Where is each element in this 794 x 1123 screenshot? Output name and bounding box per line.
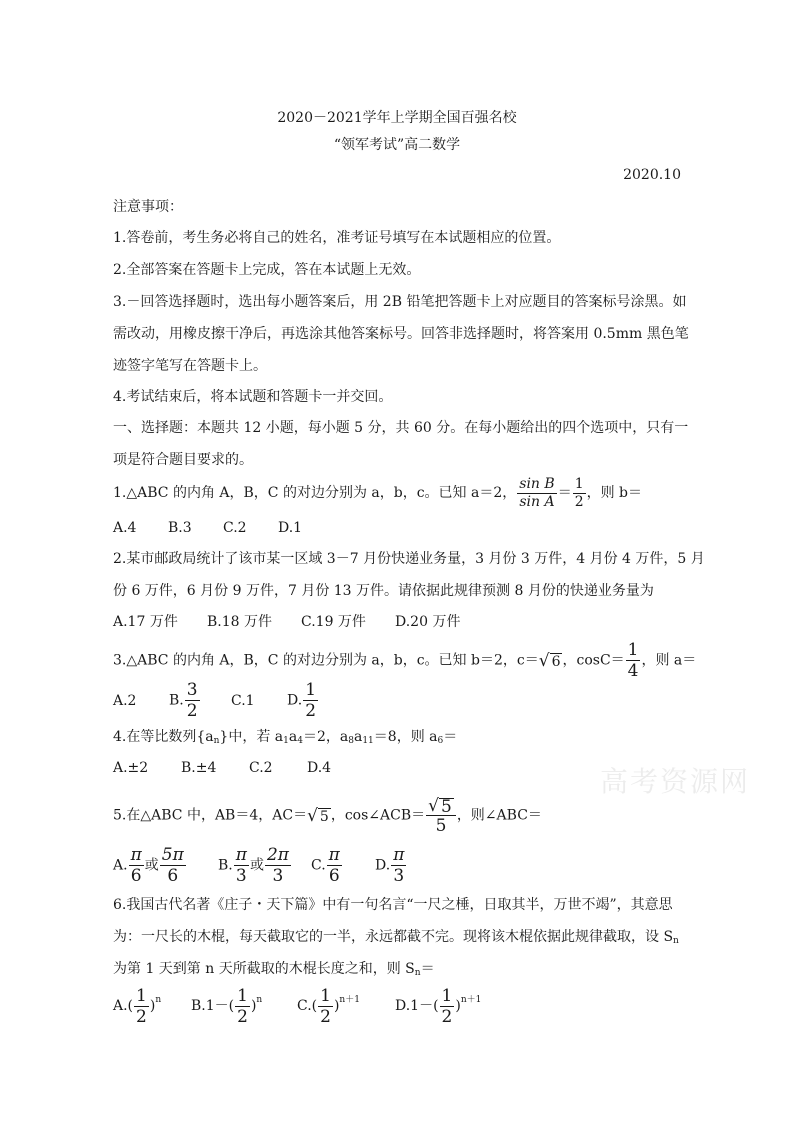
q5-frac-sqrt xyxy=(428,797,454,815)
q3-text-mid: ，cosC＝ xyxy=(562,652,625,669)
q3-frac-den: 4 xyxy=(627,661,639,681)
q5-num: π xyxy=(328,845,340,865)
q5-num: π xyxy=(130,845,142,865)
q6-paren: D.1－( xyxy=(395,998,439,1014)
q4-option-d: D.4 xyxy=(307,760,332,776)
q3-option-b-num: 3 xyxy=(186,680,198,700)
q6-paren: C.( xyxy=(297,998,318,1014)
q5-option-b xyxy=(218,845,311,886)
q5-text-end: ，则∠ABC＝ xyxy=(456,807,542,824)
q5-num: 2π xyxy=(266,845,289,865)
q6-paren: ) xyxy=(250,998,257,1014)
q5-fraction xyxy=(426,795,456,836)
question-4-options xyxy=(113,758,331,778)
q3-option-b-label: B. xyxy=(169,692,184,709)
q3-option-d-label: D. xyxy=(287,692,303,709)
q1-fraction-sin xyxy=(517,476,556,511)
question-2-line2: 份 6 万件，6 月份 9 万件，7 月份 13 万件。请依据此规律预测 8 月份的快递业务量为 xyxy=(113,583,654,599)
radical-sign-icon: √ xyxy=(307,805,318,826)
question-6-options xyxy=(113,980,481,1027)
q5-frac-num xyxy=(426,795,456,816)
q3-option-d-den: 2 xyxy=(305,701,317,721)
q1-option-c: C.2 xyxy=(223,520,247,536)
question-3-stem xyxy=(113,640,696,681)
note-item: 3.－回答选择题时，选出每小题答案后，用 2B 铅笔把答题卡上对应题目的答案标号涂黑。如 xyxy=(113,294,687,310)
q4-text: a xyxy=(353,729,363,745)
q6-option-b xyxy=(191,980,297,1027)
q1-fraction-half xyxy=(573,476,586,511)
q4-text: 4.在等比数列{a xyxy=(113,729,214,745)
q5-frac-den: 5 xyxy=(435,816,447,836)
q4-sub: 1 xyxy=(283,736,289,746)
q5-or: 或 xyxy=(249,857,264,874)
q3-sqrt xyxy=(539,652,563,670)
note-item: 迹签字笔写在答题卡上。 xyxy=(113,358,267,374)
q3-text: 3.△ABC 的内角 A，B，C 的对边分别为 a，b，c。已知 b＝2，c＝ xyxy=(113,652,539,669)
q6-den: 2 xyxy=(237,1006,248,1027)
q5-den: 3 xyxy=(393,866,405,886)
q5-den: 3 xyxy=(235,866,247,886)
question-1-options xyxy=(113,518,302,538)
q6-exp: n＋1 xyxy=(460,995,482,1005)
q5-text-mid: ，cos∠ACB＝ xyxy=(330,807,426,824)
q3-fraction xyxy=(626,640,641,681)
q1-text: 1.△ABC 的内角 A，B，C 的对边分别为 a，b，c。已知 a＝2， xyxy=(113,485,517,501)
q6-text: 为第 1 天到第 n 天所截取的木棍长度之和，则 S xyxy=(113,961,415,977)
section-heading: 一、选择题：本题共 12 小题，每小题 5 分，共 60 分。在每小题给出的四个选项中，只有一 xyxy=(113,420,689,436)
q6-num: 1 xyxy=(441,985,453,1006)
question-1-stem xyxy=(113,473,642,513)
section-heading-cont: 项是符合题目要求的。 xyxy=(113,452,253,468)
q6-num: 1 xyxy=(320,985,331,1006)
q5-frac-radicand: 5 xyxy=(440,796,452,817)
q6-frac xyxy=(235,986,250,1027)
question-2-line1: 2.某市邮政局统计了该市某一区域 3－7 月份快递业务量，3 月份 3 万件，4 月份 4 万件，5 月 xyxy=(113,551,705,567)
q5-option-c xyxy=(311,845,375,886)
q6-frac xyxy=(318,986,333,1027)
question-6-line1: 6.我国古代名著《庄子・天下篇》中有一句名言“一尺之棰，日取其半，万世不竭”，其意思 xyxy=(113,897,673,913)
note-item: 4.考试结束后，将本试题和答题卡一并交回。 xyxy=(113,389,393,405)
q4-sub: n xyxy=(213,736,220,746)
q3-option-b xyxy=(169,680,231,721)
q4-text: a xyxy=(288,729,298,745)
q2-option-d: D.20 万件 xyxy=(395,614,461,630)
q3-radicand: 6 xyxy=(551,653,561,670)
q6-option-a xyxy=(113,980,191,1027)
q6-frac xyxy=(134,986,149,1027)
q5-option-label: B. xyxy=(218,857,233,874)
q1-option-a: A.4 xyxy=(113,520,137,536)
q6-text: ＝ xyxy=(420,961,435,977)
radical-sign-icon: √ xyxy=(428,795,439,816)
q5-frac xyxy=(129,845,144,886)
q3-option-d-fraction xyxy=(303,680,318,721)
watermark-logo: 高考资源网 xyxy=(600,765,751,798)
q3-option-c: C.1 xyxy=(231,692,255,709)
q6-text: 为：一尺长的木棍，每天截取它的一半，永远都截不完。现将该木棍依据此规律截取，设 S xyxy=(113,929,674,945)
q1-option-b: B.3 xyxy=(168,520,192,536)
q4-sub: 11 xyxy=(362,736,374,746)
q5-sqrt xyxy=(307,807,331,825)
q1-frac2-num: 1 xyxy=(574,475,584,492)
q5-text: 5.在△ABC 中，AB＝4，AC＝ xyxy=(113,807,308,824)
q6-num: 1 xyxy=(136,985,147,1006)
question-4-stem xyxy=(113,727,457,751)
q5-den: 6 xyxy=(328,866,340,886)
q3-frac-num: 1 xyxy=(627,640,639,660)
q5-num: 5π xyxy=(161,845,184,865)
q3-text-end: ，则 a＝ xyxy=(641,652,697,669)
q6-paren: A.( xyxy=(113,998,134,1014)
q4-option-b: B.±4 xyxy=(181,760,217,776)
q6-paren: ) xyxy=(333,998,340,1014)
q3-option-a: A.2 xyxy=(113,692,137,709)
q5-num: π xyxy=(393,845,405,865)
note-item: 2.全部答案在答题卡上完成，答在本试题上无效。 xyxy=(113,262,421,278)
exam-subtitle: “领军考试”高二数学 xyxy=(333,137,461,153)
q6-exp: n xyxy=(155,995,162,1005)
question-3-options xyxy=(113,680,319,721)
q5-den: 3 xyxy=(272,866,284,886)
q2-option-c: C.19 万件 xyxy=(301,614,366,630)
q1-text-end: ，则 b＝ xyxy=(586,485,643,501)
q6-paren: B.1－( xyxy=(191,998,235,1014)
q3-option-d xyxy=(287,680,319,721)
q6-sub: n xyxy=(414,968,421,978)
q5-option-d xyxy=(375,845,407,886)
note-item: 需改动，用橡皮擦干净后，再选涂其他答案标号。回答非选择题时，将答案用 0.5mm 黑色笔 xyxy=(113,326,689,342)
q5-option-label: A. xyxy=(113,857,128,874)
q5-den: 6 xyxy=(130,866,142,886)
question-2-options xyxy=(113,612,460,632)
q3-option-b-fraction xyxy=(185,680,200,721)
q5-radicand: 5 xyxy=(319,808,329,825)
q5-frac xyxy=(327,845,342,886)
q5-option-label: C. xyxy=(311,857,326,874)
q4-text: ＝8，则 a xyxy=(373,729,438,745)
q6-sub: n xyxy=(673,936,679,946)
q1-frac-num: sin B xyxy=(519,475,555,492)
q5-frac xyxy=(391,845,406,886)
q6-den: 2 xyxy=(136,1006,147,1027)
q5-num: π xyxy=(235,845,247,865)
q4-text: ＝2，a xyxy=(302,729,349,745)
q5-frac xyxy=(234,845,249,886)
q4-sub: 4 xyxy=(297,736,303,746)
q6-option-d xyxy=(395,980,481,1027)
q5-den: 6 xyxy=(167,866,179,886)
q6-paren: ) xyxy=(149,998,156,1014)
q1-option-d: D.1 xyxy=(278,520,303,536)
exam-date: 2020.10 xyxy=(623,167,681,183)
q1-equals: ＝ xyxy=(557,485,572,501)
q4-sub: 6 xyxy=(437,736,444,746)
q6-frac xyxy=(440,986,455,1027)
q5-frac xyxy=(160,845,186,886)
q6-exp: n xyxy=(256,995,263,1005)
q4-option-c: C.2 xyxy=(249,760,273,776)
q2-option-a: A.17 万件 xyxy=(113,614,178,630)
q6-den: 2 xyxy=(441,1006,453,1027)
q6-num: 1 xyxy=(237,985,248,1006)
notes-heading: 注意事项： xyxy=(113,199,183,215)
q6-exp: n＋1 xyxy=(339,995,360,1005)
q4-text: }中，若 a xyxy=(219,729,284,745)
q6-option-c xyxy=(297,980,395,1027)
note-item: 1.答卷前，考生务必将自己的姓名，准考证号填写在本试题相应的位置。 xyxy=(113,230,561,246)
q6-paren: ) xyxy=(455,998,461,1014)
q5-or: 或 xyxy=(144,857,159,874)
q5-frac xyxy=(265,845,291,886)
q3-option-d-num: 1 xyxy=(305,680,317,700)
q3-option-b-den: 2 xyxy=(186,701,198,721)
q4-sub: 8 xyxy=(348,736,354,746)
question-5-stem xyxy=(113,795,542,836)
q4-option-a: A.±2 xyxy=(113,760,149,776)
q6-den: 2 xyxy=(320,1006,331,1027)
q2-option-b: B.18 万件 xyxy=(207,614,273,630)
q5-option-a xyxy=(113,845,218,886)
q5-option-label: D. xyxy=(375,857,391,874)
radical-sign-icon: √ xyxy=(538,650,550,671)
exam-title: 2020－2021学年上学期全国百强名校 xyxy=(277,110,517,126)
q1-frac-den: sin A xyxy=(519,493,555,510)
q4-text: ＝ xyxy=(443,729,458,745)
question-6-line2 xyxy=(113,927,679,951)
question-5-options xyxy=(113,845,407,886)
q1-frac2-den: 2 xyxy=(574,493,584,510)
